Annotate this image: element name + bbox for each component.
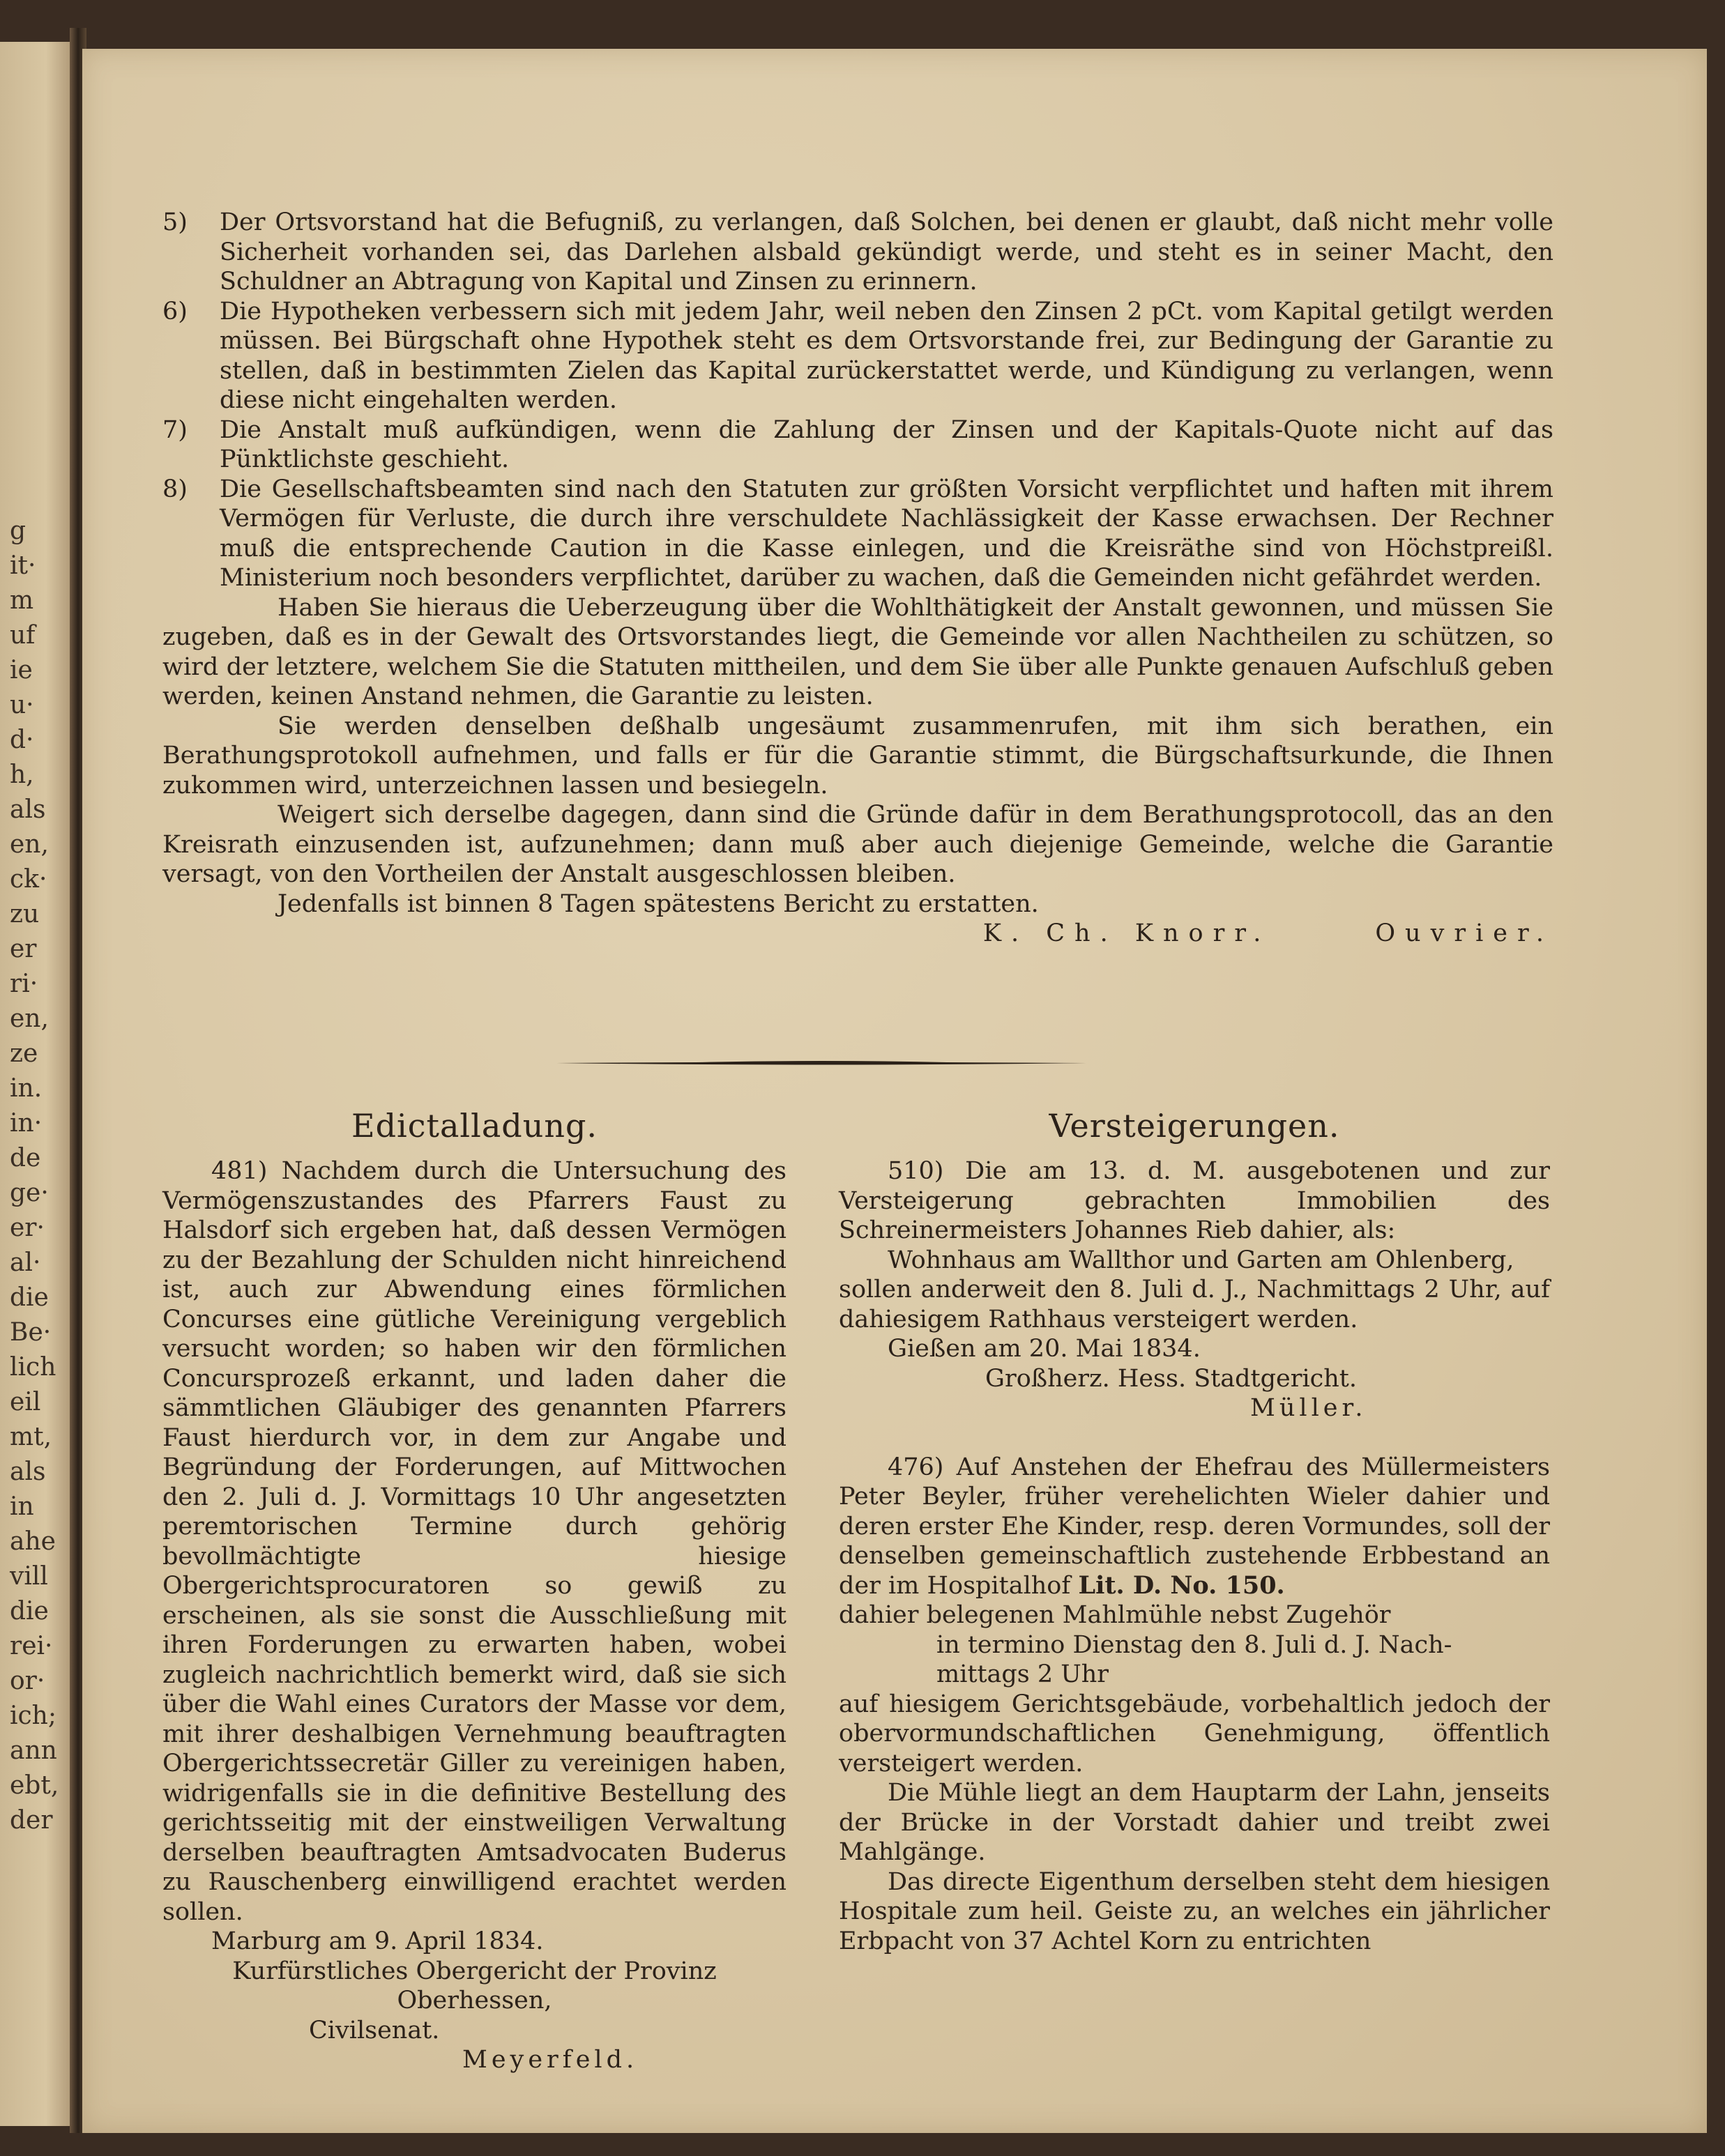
top-signatures xyxy=(162,919,1553,949)
versteigerungen-column xyxy=(839,1105,1550,1956)
left-page-text-fragment: al· xyxy=(10,1248,41,1277)
left-page-text-fragment: en, xyxy=(10,1004,49,1033)
left-page-text-fragment: lich xyxy=(10,1353,56,1382)
notice-476-text: 476) Auf Anstehen der Ehefrau des Müllermeisters Peter Beyler, früher verehelichten Wieler dahier und deren erster Ehe Kinder, resp. deren Vormundes, soll der denselben gemeinschaftlich zustehende Erbbestand an der im Hospitalhof xyxy=(839,1453,1550,1600)
item-text: Die Hypotheken verbessern sich mit jedem Jahr, weil neben den Zinsen 2 pCt. vom Kapital getilgt werden müssen. Bei Bürgschaft ohne Hypothek steht es dem Ortsvorstande frei, zur Bedingung der Garantie zu stellen, daß in bestimmten Zielen das Kapital zurückerstattet werde, und Kündigung zu verlangen, wenn diese nicht eingehalten werden. xyxy=(220,297,1553,414)
left-page-text-fragment: mt, xyxy=(10,1423,52,1451)
numbered-item-5 xyxy=(162,208,1553,297)
left-page-text-fragment: h, xyxy=(10,760,34,789)
left-page-edge xyxy=(0,42,77,2126)
item-text: Der Ortsvorstand hat die Befugniß, zu verlangen, daß Solchen, bei denen er glaubt, daß nicht mehr volle Sicherheit vorhanden sei, das Darlehen alsbald gekündigt werde, und steht es in seiner Macht, den Schuldner an Abtragung von Kapital und Zinsen zu erinnern. xyxy=(220,208,1553,296)
termin-time: mittags 2 Uhr xyxy=(936,1660,1109,1688)
signature-meyerfeld: Meyerfeld. xyxy=(462,2046,639,2074)
left-page-text-fragment: ck· xyxy=(10,865,47,894)
left-page-text-fragment: u· xyxy=(10,691,34,719)
left-page-text-fragment: rei· xyxy=(10,1632,53,1660)
left-page-text-fragment: er xyxy=(10,935,37,963)
left-page-text-fragment: ie xyxy=(10,656,33,685)
left-page-text-fragment: ebt, xyxy=(10,1771,59,1800)
court-name: Kurfürstliches Obergericht der Provinz Oberhessen, xyxy=(232,1957,717,2014)
numbered-item-6 xyxy=(162,297,1553,415)
left-page-text-fragment: ich; xyxy=(10,1702,56,1730)
spacer xyxy=(839,1423,1550,1453)
left-page-text-fragment: vill xyxy=(10,1562,48,1591)
item-text: Die Gesellschaftsbeamten sind nach den Statuten zur größten Vorsicht verpflichtet und haften mit ihrem Vermögen für Verluste, die durch ihre verschuldete Nachlässigkeit der Kasse erwachsen. Der Rechner muß die entsprechende Caution in die Kasse einlegen, und die Kreisräthe sind von Höchstpreißl. Ministerium noch besonders verpflichtet, darüber zu wachen, daß die Gemeinden nicht gefährdet werden. xyxy=(220,475,1553,592)
lit-reference: Lit. D. No. 150. xyxy=(1078,1570,1285,1600)
left-page-text-fragment: ge· xyxy=(10,1179,49,1207)
signature-mueller: Müller. xyxy=(1250,1394,1367,1422)
edictalladung-heading: Edictalladung. xyxy=(351,1107,598,1145)
left-page-text-fragment: ri· xyxy=(10,970,38,998)
notice-510-continued: sollen anderweit den 8. Juli d. J., Nachmittags 2 Uhr, auf dahiesigem Rathhaus versteigert werden. xyxy=(839,1276,1550,1333)
left-page-text-fragment: die xyxy=(10,1283,49,1312)
left-page-text-fragment: eil xyxy=(10,1388,41,1416)
top-section xyxy=(162,208,1553,949)
item-number: 7) xyxy=(162,415,188,444)
court-stadtgericht: Großherz. Hess. Stadtgericht. xyxy=(985,1364,1357,1393)
termin-date: in termino Dienstag den 8. Juli d. J. Nach- xyxy=(936,1630,1452,1659)
paragraph-refusal: Weigert sich derselbe dagegen, dann sind die Gründe dafür in dem Berathungsprotocoll, das an den Kreisrath einzusenden ist, aufzunehmen; dann muß aber auch diejenige Gemeinde, welche die Garantie versagt, von den Vortheilen der Anstalt ausgeschlossen bleiben. xyxy=(162,801,1553,888)
left-page-text-fragment: als xyxy=(10,795,46,824)
paragraph-deadline: Jedenfalls ist binnen 8 Tagen spätestens Bericht zu erstatten. xyxy=(278,889,1039,918)
left-page-text-fragment: der xyxy=(10,1806,53,1835)
notice-476-location: auf hiesigem Gerichtsgebäude, vorbehaltlich jedoch der obervormundschaftlichen Genehmigung, öffentlich versteigert werden. xyxy=(839,1690,1550,1777)
paragraph-ownership: Das directe Eigenthum derselben steht dem hiesigen Hospitale zum heil. Geiste zu, an welches ein jährlicher Erbpacht von 37 Achtel Korn zu entrichten xyxy=(839,1867,1550,1955)
paragraph-instructions: Sie werden denselben deßhalb ungesäumt zusammenrufen, mit ihm sich berathen, ein Berathungsprotokoll aufnehmen, und falls er für die Garantie stimmt, die Bürgschaftsurkunde, die Ihnen zukommen wird, unterzeichnen lassen und besiegeln. xyxy=(162,712,1553,800)
left-page-text-fragment: or· xyxy=(10,1667,45,1695)
item-number: 6) xyxy=(162,297,188,326)
left-page-text-fragment: uf xyxy=(10,621,36,650)
left-page-text-fragment: ze xyxy=(10,1039,38,1068)
left-page-text-fragment: m xyxy=(10,586,34,615)
property-description: Wohnhaus am Wallthor und Garten am Ohlenberg, xyxy=(888,1246,1514,1274)
notice-476 xyxy=(839,1453,1550,1601)
left-page-text-fragment: als xyxy=(10,1458,46,1486)
versteigerungen-heading: Versteigerungen. xyxy=(1049,1107,1340,1145)
item-text: Die Anstalt muß aufkündigen, wenn die Zahlung der Zinsen und der Kapitals-Quote nicht auf das Pünktlichste geschieht. xyxy=(220,415,1553,473)
right-page xyxy=(82,49,1707,2133)
edictalladung-column xyxy=(162,1105,786,2075)
left-page-text-fragment: g xyxy=(10,517,26,545)
notice-481: 481) Nachdem durch die Untersuchung des Vermögenszustandes des Pfarrers Faust zu Halsdorf sich ergeben hat, daß dessen Vermögen zu der Bezahlung der Schulden nicht hinreichend ist, auch zur Abwendung eines förmlichen Concurses eine gütliche Vereinigung vergeblich versucht worden; so haben wir den förmlichen Concursprozeß erkannt, und laden daher die sämmtlichen Gläubiger des genannten Pfarrers Faust hierdurch vor, in dem zur Angabe und Begründung der Forderungen, auf Mittwochen den 2. Juli d. J. Vormittags 10 Uhr angesetzten peremtorischen Termine durch gehörig bevollmächtigte hiesige Obergerichtsprocuratoren so gewiß zu erscheinen, als sie sonst die Ausschließung mit ihren Forderungen zu erwarten haben, wobei zugleich nachrichtlich bemerkt wird, daß sie sich über die Wahl eines Curators der Masse vor dem, mit ihrer deshalbigen Vernehmung beauftragten Obergerichtssecretär Giller zu vereinigen haben, widrigenfalls sie in die definitive Bestellung des gerichtsseitig mit der einstweiligen Verwaltung derselben beauftragten Amtsadvocaten Buderus zu Rauschenberg einwilligend erachtet werden sollen. xyxy=(162,1157,786,1926)
place-date-marburg: Marburg am 9. April 1834. xyxy=(211,1927,544,1955)
item-number: 8) xyxy=(162,475,188,503)
left-page-text-fragment: in xyxy=(10,1492,34,1521)
place-date-giessen: Gießen am 20. Mai 1834. xyxy=(888,1335,1201,1363)
notice-476-mill: dahier belegenen Mahlmühle nebst Zugehör xyxy=(839,1601,1391,1629)
left-page-text-fragment: Be· xyxy=(10,1318,52,1347)
signature-knorr: K. Ch. Knorr. xyxy=(982,919,1271,947)
left-page-text-fragment: en, xyxy=(10,830,49,859)
notice-510: 510) Die am 13. d. M. ausgebotenen und zur Versteigerung gebrachten Immobilien des Schreinermeisters Johannes Rieb dahier, als: xyxy=(839,1157,1550,1244)
left-page-text-fragment: er· xyxy=(10,1214,45,1242)
signature-ouvrier: Ouvrier. xyxy=(1375,919,1553,947)
item-number: 5) xyxy=(162,208,188,236)
left-page-text-fragment: d· xyxy=(10,726,34,754)
left-page-text-fragment: it· xyxy=(10,551,36,580)
left-page-text-fragment: zu xyxy=(10,900,40,928)
left-page-text-fragment: de xyxy=(10,1144,41,1172)
left-page-text-fragment: ahe xyxy=(10,1527,56,1556)
paragraph-mill-location: Die Mühle liegt an dem Hauptarm der Lahn, jenseits der Brücke in der Vorstadt dahier und treibt zwei Mahlgänge. xyxy=(839,1779,1550,1866)
section-divider xyxy=(556,1060,1086,1066)
left-page-text-fragment: die xyxy=(10,1597,49,1626)
court-senate: Civilsenat. xyxy=(309,2016,440,2044)
left-page-text-fragment: in. xyxy=(10,1074,43,1103)
paragraph-overview: Haben Sie hieraus die Ueberzeugung über die Wohlthätigkeit der Anstalt gewonnen, und müssen Sie zugeben, daß es in der Gewalt des Ortsvorstandes liegt, die Gemeinde vor allen Nachtheilen zu schützen, so wird der letztere, welchem Sie die Statuten mittheilen, und dem Sie über alle Punkte genauen Aufschluß geben werden, keinen Anstand nehmen, die Garantie zu leisten. xyxy=(162,593,1553,710)
left-page-text-fragment: ann xyxy=(10,1736,57,1765)
left-page-text-fragment: in· xyxy=(10,1109,43,1138)
numbered-item-8 xyxy=(162,475,1553,593)
numbered-item-7 xyxy=(162,415,1553,475)
